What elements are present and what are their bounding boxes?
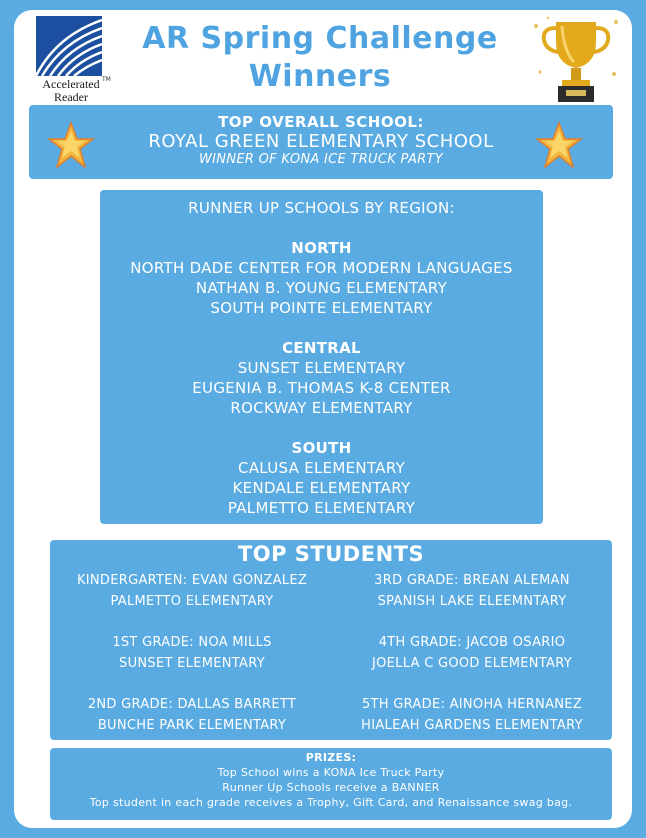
school-name: NORTH DADE CENTER FOR MODERN LANGUAGES [130, 259, 513, 277]
region-name: SOUTH [291, 439, 352, 457]
logo-wordmark [36, 78, 106, 104]
region-north [100, 238, 543, 318]
student-school: SPANISH LAKE ELEEMNTARY [377, 594, 567, 609]
student-school: HIALEAH GARDENS ELEMENTARY [361, 718, 583, 733]
prize-line: Top School wins a KONA Ice Truck Party [217, 766, 445, 779]
student-grade: 1ST GRADE: NOA MILLS [112, 635, 272, 650]
school-name: ROCKWAY ELEMENTARY [230, 399, 413, 417]
prizes-heading: PRIZES: [305, 751, 357, 764]
school-name: EUGENIA B. THOMAS K-8 CENTER [192, 379, 451, 397]
region-name: NORTH [291, 239, 352, 257]
top-school-heading: TOP OVERALL SCHOOL: [218, 113, 424, 131]
student-entry [52, 570, 332, 632]
top-students-heading: TOP STUDENTS [237, 542, 425, 566]
students-left-column [52, 570, 332, 756]
school-name: NATHAN B. YOUNG ELEMENTARY [195, 279, 448, 297]
school-name: CALUSA ELEMENTARY [237, 459, 406, 477]
runner-up-schools-panel [100, 190, 543, 524]
student-school: PALMETTO ELEMENTARY [110, 594, 274, 609]
school-name: SOUTH POINTE ELEMENTARY [210, 299, 433, 317]
accelerated-reader-logo [36, 16, 114, 108]
trademark-mark: TM [102, 76, 111, 83]
page-title [120, 20, 520, 96]
prize-line: Top student in each grade receives a Trophy, Gift Card, and Renaissance swag bag. [89, 796, 573, 809]
student-school: JOELLA C GOOD ELEMENTARY [372, 656, 572, 671]
student-entry [332, 632, 612, 694]
title-line-1: AR Spring Challenge [142, 21, 498, 56]
trophy-icon [528, 12, 624, 108]
school-name: SUNSET ELEMENTARY [237, 359, 406, 377]
region-central [100, 338, 543, 418]
top-overall-school-banner [29, 105, 613, 179]
student-grade: 5TH GRADE: AINOHA HERNANEZ [361, 697, 583, 712]
prize-line: Runner Up Schools receive a BANNER [222, 781, 440, 794]
logo-emblem-icon [36, 16, 102, 76]
student-entry [52, 632, 332, 694]
top-school-subtitle: WINNER OF KONA ICE TRUCK PARTY [199, 152, 443, 167]
student-entry [52, 694, 332, 756]
student-grade: 3RD GRADE: BREAN ALEMAN [374, 573, 570, 588]
student-grade: 4TH GRADE: JACOB OSARIO [378, 635, 566, 650]
student-school: SUNSET ELEMENTARY [119, 656, 265, 671]
top-school-name: ROYAL GREEN ELEMENTARY SCHOOL [148, 131, 494, 152]
star-icon [535, 121, 583, 169]
student-school: BUNCHE PARK ELEMENTARY [97, 718, 287, 733]
student-grade: KINDERGARTEN: EVAN GONZALEZ [76, 573, 308, 588]
student-entry [332, 570, 612, 632]
prizes-panel [50, 748, 612, 820]
title-line-2: Winners [248, 59, 392, 94]
region-south [100, 438, 543, 518]
school-name: KENDALE ELEMENTARY [232, 479, 411, 497]
region-name: CENTRAL [282, 339, 361, 357]
top-students-panel [50, 540, 612, 740]
student-grade: 2ND GRADE: DALLAS BARRETT [87, 697, 297, 712]
students-right-column [332, 570, 612, 756]
logo-line-2: Reader [54, 90, 88, 104]
school-name: PALMETTO ELEMENTARY [227, 499, 416, 517]
star-icon [47, 121, 95, 169]
student-entry [332, 694, 612, 756]
runner-up-heading: RUNNER UP SCHOOLS BY REGION: [188, 199, 455, 217]
logo-line-1: Accelerated [42, 77, 100, 91]
